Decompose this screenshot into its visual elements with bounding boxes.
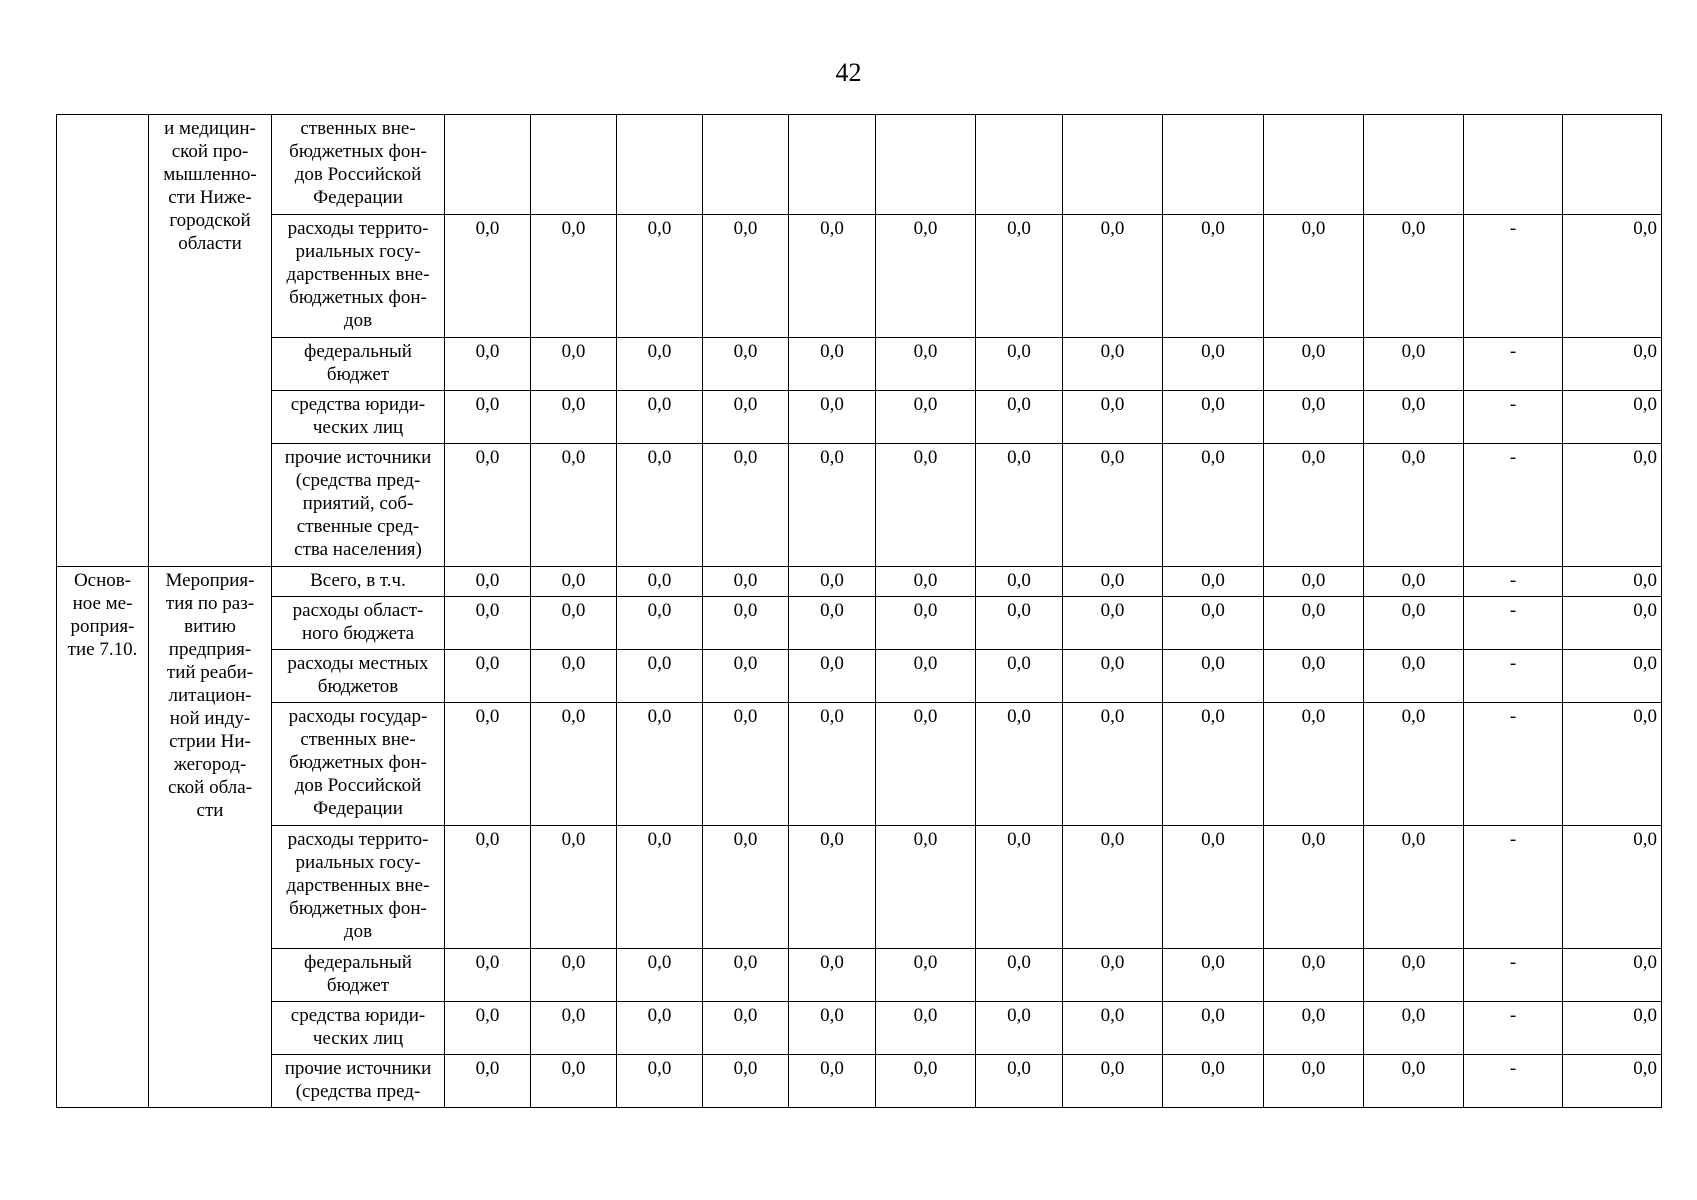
value-cell: 0,0 [1063, 338, 1163, 391]
value-cell: 0,0 [976, 567, 1063, 597]
value-cell: 0,0 [445, 1055, 531, 1108]
value-cell: 0,0 [1163, 444, 1264, 567]
value-cell: 0,0 [531, 949, 617, 1002]
measure-title-line: сти [196, 800, 224, 821]
funding-source-cell [272, 597, 445, 650]
value-cell: 0,0 [876, 949, 976, 1002]
value-cell: 0,0 [617, 215, 703, 338]
value-cell: 0,0 [1163, 650, 1264, 703]
funding-source-line: дов [343, 310, 373, 331]
funding-source-cell [272, 703, 445, 826]
table-row [57, 338, 1662, 391]
value-cell: 0,0 [531, 391, 617, 444]
value-cell: 0,0 [976, 1002, 1063, 1055]
value-cell: 0,0 [703, 215, 789, 338]
value-cell: 0,0 [617, 597, 703, 650]
value-cell: 0,0 [1264, 1055, 1364, 1108]
value-cell [1464, 115, 1563, 215]
value-cell: 0,0 [1364, 567, 1464, 597]
value-cell: 0,0 [876, 826, 976, 949]
value-cell: 0,0 [617, 1055, 703, 1108]
value-cell: 0,0 [445, 215, 531, 338]
funding-source-line: средства юриди- [290, 394, 426, 415]
value-cell: 0,0 [1364, 826, 1464, 949]
value-cell: 0,0 [976, 338, 1063, 391]
measure-title-line: ской обла- [167, 777, 253, 798]
measure-title-line: тия по раз- [165, 593, 255, 614]
value-cell: 0,0 [1264, 567, 1364, 597]
value-cell: 0,0 [1163, 391, 1264, 444]
value-cell: 0,0 [1563, 650, 1662, 703]
value-cell: 0,0 [876, 650, 976, 703]
value-cell: - [1464, 444, 1563, 567]
funding-source-line: бюджет [326, 975, 390, 996]
value-cell: 0,0 [876, 1002, 976, 1055]
value-cell: 0,0 [789, 444, 876, 567]
measure-title-line: предприя- [168, 639, 252, 660]
value-cell: 0,0 [617, 826, 703, 949]
measure-title-line: и медицин- [164, 118, 256, 139]
value-cell: 0,0 [703, 597, 789, 650]
funding-source-cell [272, 826, 445, 949]
funding-source-line: бюджетных фон- [289, 287, 427, 308]
value-cell: 0,0 [876, 597, 976, 650]
table-row [57, 826, 1662, 949]
funding-source-line: риальных госу- [295, 852, 421, 873]
value-cell: 0,0 [976, 444, 1063, 567]
table-row [57, 1002, 1662, 1055]
value-cell: 0,0 [1563, 826, 1662, 949]
value-cell: 0,0 [976, 1055, 1063, 1108]
value-cell: 0,0 [1063, 215, 1163, 338]
value-cell: 0,0 [1264, 215, 1364, 338]
value-cell: 0,0 [1364, 444, 1464, 567]
value-cell [976, 115, 1063, 215]
value-cell: 0,0 [531, 444, 617, 567]
measure-number-line: Основ- [73, 570, 132, 591]
value-cell: 0,0 [1063, 650, 1163, 703]
value-cell: 0,0 [789, 391, 876, 444]
value-cell: 0,0 [1364, 703, 1464, 826]
value-cell: 0,0 [1063, 597, 1163, 650]
value-cell: 0,0 [1063, 444, 1163, 567]
value-cell: 0,0 [789, 650, 876, 703]
measure-title-line: тий реаби- [166, 662, 254, 683]
value-cell: 0,0 [1163, 1002, 1264, 1055]
measure-title-line: стрии Ни- [169, 731, 251, 752]
measure-number-cell [57, 115, 149, 567]
value-cell: - [1464, 338, 1563, 391]
value-cell: 0,0 [876, 391, 976, 444]
value-cell: 0,0 [876, 444, 976, 567]
value-cell: 0,0 [876, 703, 976, 826]
value-cell: 0,0 [703, 391, 789, 444]
value-cell: 0,0 [1563, 338, 1662, 391]
value-cell: 0,0 [789, 1002, 876, 1055]
funding-source-line: федеральный [304, 341, 412, 362]
value-cell: 0,0 [1264, 338, 1364, 391]
value-cell: 0,0 [976, 391, 1063, 444]
value-cell: 0,0 [1563, 1055, 1662, 1108]
measure-title-line: жегород- [173, 754, 247, 775]
value-cell: 0,0 [1364, 1055, 1464, 1108]
value-cell: 0,0 [617, 703, 703, 826]
funding-source-line: бюджетов [317, 676, 399, 697]
funding-source-line: приятий, соб- [302, 493, 414, 514]
measure-title-line: ной инду- [169, 708, 251, 729]
value-cell: - [1464, 215, 1563, 338]
value-cell: 0,0 [1163, 703, 1264, 826]
page-number: 42 [835, 58, 862, 87]
value-cell: 0,0 [1063, 391, 1163, 444]
value-cell: 0,0 [876, 567, 976, 597]
value-cell: 0,0 [1163, 1055, 1264, 1108]
measure-title-line: мышленно- [163, 164, 257, 185]
value-cell: 0,0 [1563, 444, 1662, 567]
value-cell: 0,0 [789, 567, 876, 597]
value-cell: 0,0 [445, 391, 531, 444]
value-cell: - [1464, 1002, 1563, 1055]
value-cell [1063, 115, 1163, 215]
value-cell: 0,0 [445, 444, 531, 567]
value-cell: 0,0 [1063, 1002, 1163, 1055]
funding-source-line: дов Российской [294, 164, 422, 185]
funding-source-line: бюджет [326, 364, 390, 385]
measure-title-line: Мероприя- [165, 570, 255, 591]
value-cell: 0,0 [617, 338, 703, 391]
value-cell [617, 115, 703, 215]
funding-source-line: Всего, в т.ч. [310, 570, 406, 591]
value-cell: 0,0 [445, 650, 531, 703]
funding-source-line: ственные сред- [296, 516, 420, 537]
value-cell: 0,0 [703, 567, 789, 597]
value-cell: 0,0 [876, 215, 976, 338]
value-cell: 0,0 [1364, 597, 1464, 650]
funding-source-line: прочие источники [284, 1058, 432, 1079]
value-cell: 0,0 [1364, 391, 1464, 444]
table-row [57, 1055, 1662, 1108]
value-cell: - [1464, 949, 1563, 1002]
value-cell: 0,0 [703, 444, 789, 567]
value-cell: 0,0 [789, 703, 876, 826]
funding-source-line: дов Российской [294, 775, 422, 796]
table-body [57, 115, 1662, 1108]
value-cell: 0,0 [976, 650, 1063, 703]
value-cell: 0,0 [703, 1055, 789, 1108]
value-cell: - [1464, 826, 1563, 949]
value-cell: 0,0 [876, 338, 976, 391]
value-cell: 0,0 [617, 391, 703, 444]
table-row [57, 391, 1662, 444]
funding-source-line: расходы террито- [287, 218, 429, 239]
funding-source-cell [272, 949, 445, 1002]
funding-source-line: (средства пред- [295, 470, 421, 491]
value-cell: 0,0 [617, 650, 703, 703]
value-cell: 0,0 [531, 338, 617, 391]
measure-title-line: ской про- [171, 141, 249, 162]
value-cell: 0,0 [1163, 567, 1264, 597]
value-cell: 0,0 [1163, 215, 1264, 338]
value-cell [1264, 115, 1364, 215]
value-cell: 0,0 [703, 703, 789, 826]
value-cell [1364, 115, 1464, 215]
table-row [57, 444, 1662, 567]
measure-title-cell [149, 115, 272, 567]
funding-source-line: расходы област- [292, 600, 424, 621]
funding-source-line: средства юриди- [290, 1005, 426, 1026]
value-cell: 0,0 [1163, 597, 1264, 650]
value-cell: 0,0 [445, 949, 531, 1002]
value-cell: 0,0 [1063, 826, 1163, 949]
value-cell: 0,0 [531, 597, 617, 650]
budget-table [56, 114, 1662, 1108]
value-cell: 0,0 [1563, 567, 1662, 597]
value-cell: 0,0 [1063, 703, 1163, 826]
value-cell: 0,0 [1563, 391, 1662, 444]
value-cell: 0,0 [703, 949, 789, 1002]
measure-number-line: тие 7.10. [67, 639, 138, 660]
value-cell: 0,0 [976, 826, 1063, 949]
value-cell: 0,0 [1364, 949, 1464, 1002]
value-cell: 0,0 [703, 826, 789, 949]
measure-title-cell [149, 567, 272, 1108]
value-cell: - [1464, 597, 1563, 650]
table-row [57, 597, 1662, 650]
funding-source-line: ческих лиц [312, 417, 404, 438]
value-cell: 0,0 [445, 338, 531, 391]
value-cell [445, 115, 531, 215]
value-cell: 0,0 [1364, 338, 1464, 391]
measure-title-line: области [178, 233, 242, 254]
funding-source-cell [272, 567, 445, 597]
funding-source-line: бюджетных фон- [289, 141, 427, 162]
funding-source-line: Федерации [313, 798, 403, 819]
value-cell: 0,0 [445, 597, 531, 650]
value-cell: 0,0 [531, 215, 617, 338]
value-cell: 0,0 [1563, 597, 1662, 650]
value-cell: 0,0 [789, 215, 876, 338]
measure-number-cell [57, 567, 149, 1108]
value-cell: 0,0 [976, 597, 1063, 650]
value-cell: 0,0 [976, 949, 1063, 1002]
funding-source-line: риальных госу- [295, 241, 421, 262]
value-cell: 0,0 [617, 949, 703, 1002]
value-cell: 0,0 [445, 703, 531, 826]
value-cell: - [1464, 1055, 1563, 1108]
value-cell: 0,0 [1364, 1002, 1464, 1055]
value-cell: 0,0 [789, 338, 876, 391]
value-cell: 0,0 [531, 650, 617, 703]
funding-source-line: ственных вне- [300, 729, 416, 750]
value-cell: 0,0 [531, 826, 617, 949]
measure-title-line: литацион- [168, 685, 252, 706]
value-cell [876, 115, 976, 215]
value-cell: 0,0 [789, 949, 876, 1002]
value-cell: 0,0 [703, 650, 789, 703]
funding-source-cell [272, 115, 445, 215]
funding-source-line: расходы местных [287, 653, 429, 674]
value-cell: 0,0 [1264, 597, 1364, 650]
table-row [57, 650, 1662, 703]
value-cell [703, 115, 789, 215]
funding-source-line: бюджетных фон- [289, 898, 427, 919]
value-cell: 0,0 [1264, 444, 1364, 567]
funding-source-line: Федерации [313, 187, 403, 208]
funding-source-line: ческих лиц [312, 1028, 404, 1049]
value-cell: - [1464, 703, 1563, 826]
value-cell: 0,0 [1163, 949, 1264, 1002]
value-cell: 0,0 [531, 1002, 617, 1055]
value-cell: 0,0 [976, 215, 1063, 338]
value-cell: 0,0 [703, 1002, 789, 1055]
value-cell: 0,0 [789, 826, 876, 949]
value-cell: 0,0 [1563, 1002, 1662, 1055]
funding-source-line: ства населения) [294, 539, 422, 560]
table-row [57, 215, 1662, 338]
table-row [57, 115, 1662, 215]
value-cell: 0,0 [531, 567, 617, 597]
funding-source-line: федеральный [304, 952, 412, 973]
value-cell: 0,0 [445, 567, 531, 597]
value-cell: - [1464, 567, 1563, 597]
measure-number-line: роприя- [70, 616, 135, 637]
value-cell: 0,0 [789, 1055, 876, 1108]
funding-source-line: дарственных вне- [286, 875, 430, 896]
value-cell: 0,0 [1264, 391, 1364, 444]
funding-source-line: расходы террито- [287, 829, 429, 850]
value-cell [1563, 115, 1662, 215]
measure-title-line: витию [184, 616, 236, 637]
funding-source-line: прочие источники [284, 447, 432, 468]
funding-source-cell [272, 215, 445, 338]
value-cell: 0,0 [1264, 1002, 1364, 1055]
value-cell: 0,0 [617, 1002, 703, 1055]
value-cell: 0,0 [531, 703, 617, 826]
value-cell: 0,0 [1163, 826, 1264, 949]
value-cell: 0,0 [1063, 949, 1163, 1002]
value-cell [531, 115, 617, 215]
funding-source-cell [272, 650, 445, 703]
funding-source-line: ственных вне- [300, 118, 416, 139]
value-cell: 0,0 [1364, 215, 1464, 338]
value-cell: 0,0 [976, 703, 1063, 826]
funding-source-line: дов [343, 921, 373, 942]
value-cell: 0,0 [703, 338, 789, 391]
value-cell: 0,0 [1264, 650, 1364, 703]
value-cell: 0,0 [1063, 1055, 1163, 1108]
funding-source-cell [272, 444, 445, 567]
table-row [57, 703, 1662, 826]
value-cell: 0,0 [617, 567, 703, 597]
funding-source-cell [272, 391, 445, 444]
value-cell: 0,0 [1563, 703, 1662, 826]
value-cell: 0,0 [531, 1055, 617, 1108]
value-cell: 0,0 [1264, 703, 1364, 826]
value-cell: 0,0 [1364, 650, 1464, 703]
funding-source-cell [272, 1002, 445, 1055]
measure-title-line: сти Нижe- [168, 187, 252, 208]
funding-source-line: расходы государ- [288, 706, 428, 727]
value-cell: 0,0 [1563, 949, 1662, 1002]
measure-number-line: ное ме- [72, 593, 133, 614]
value-cell: - [1464, 650, 1563, 703]
funding-source-line: дарственных вне- [286, 264, 430, 285]
funding-source-line: (средства пред- [295, 1081, 421, 1102]
value-cell: - [1464, 391, 1563, 444]
funding-source-cell [272, 338, 445, 391]
value-cell: 0,0 [1563, 215, 1662, 338]
value-cell [1163, 115, 1264, 215]
value-cell: 0,0 [1163, 338, 1264, 391]
value-cell: 0,0 [876, 1055, 976, 1108]
funding-source-cell [272, 1055, 445, 1108]
measure-title-line: городской [169, 210, 251, 231]
funding-source-line: бюджетных фон- [289, 752, 427, 773]
value-cell: 0,0 [1264, 826, 1364, 949]
value-cell: 0,0 [1264, 949, 1364, 1002]
value-cell: 0,0 [789, 597, 876, 650]
value-cell: 0,0 [1063, 567, 1163, 597]
value-cell: 0,0 [445, 1002, 531, 1055]
table-row [57, 949, 1662, 1002]
value-cell: 0,0 [617, 444, 703, 567]
value-cell [789, 115, 876, 215]
funding-source-line: ного бюджета [301, 623, 415, 644]
value-cell: 0,0 [445, 826, 531, 949]
table-row [57, 567, 1662, 597]
